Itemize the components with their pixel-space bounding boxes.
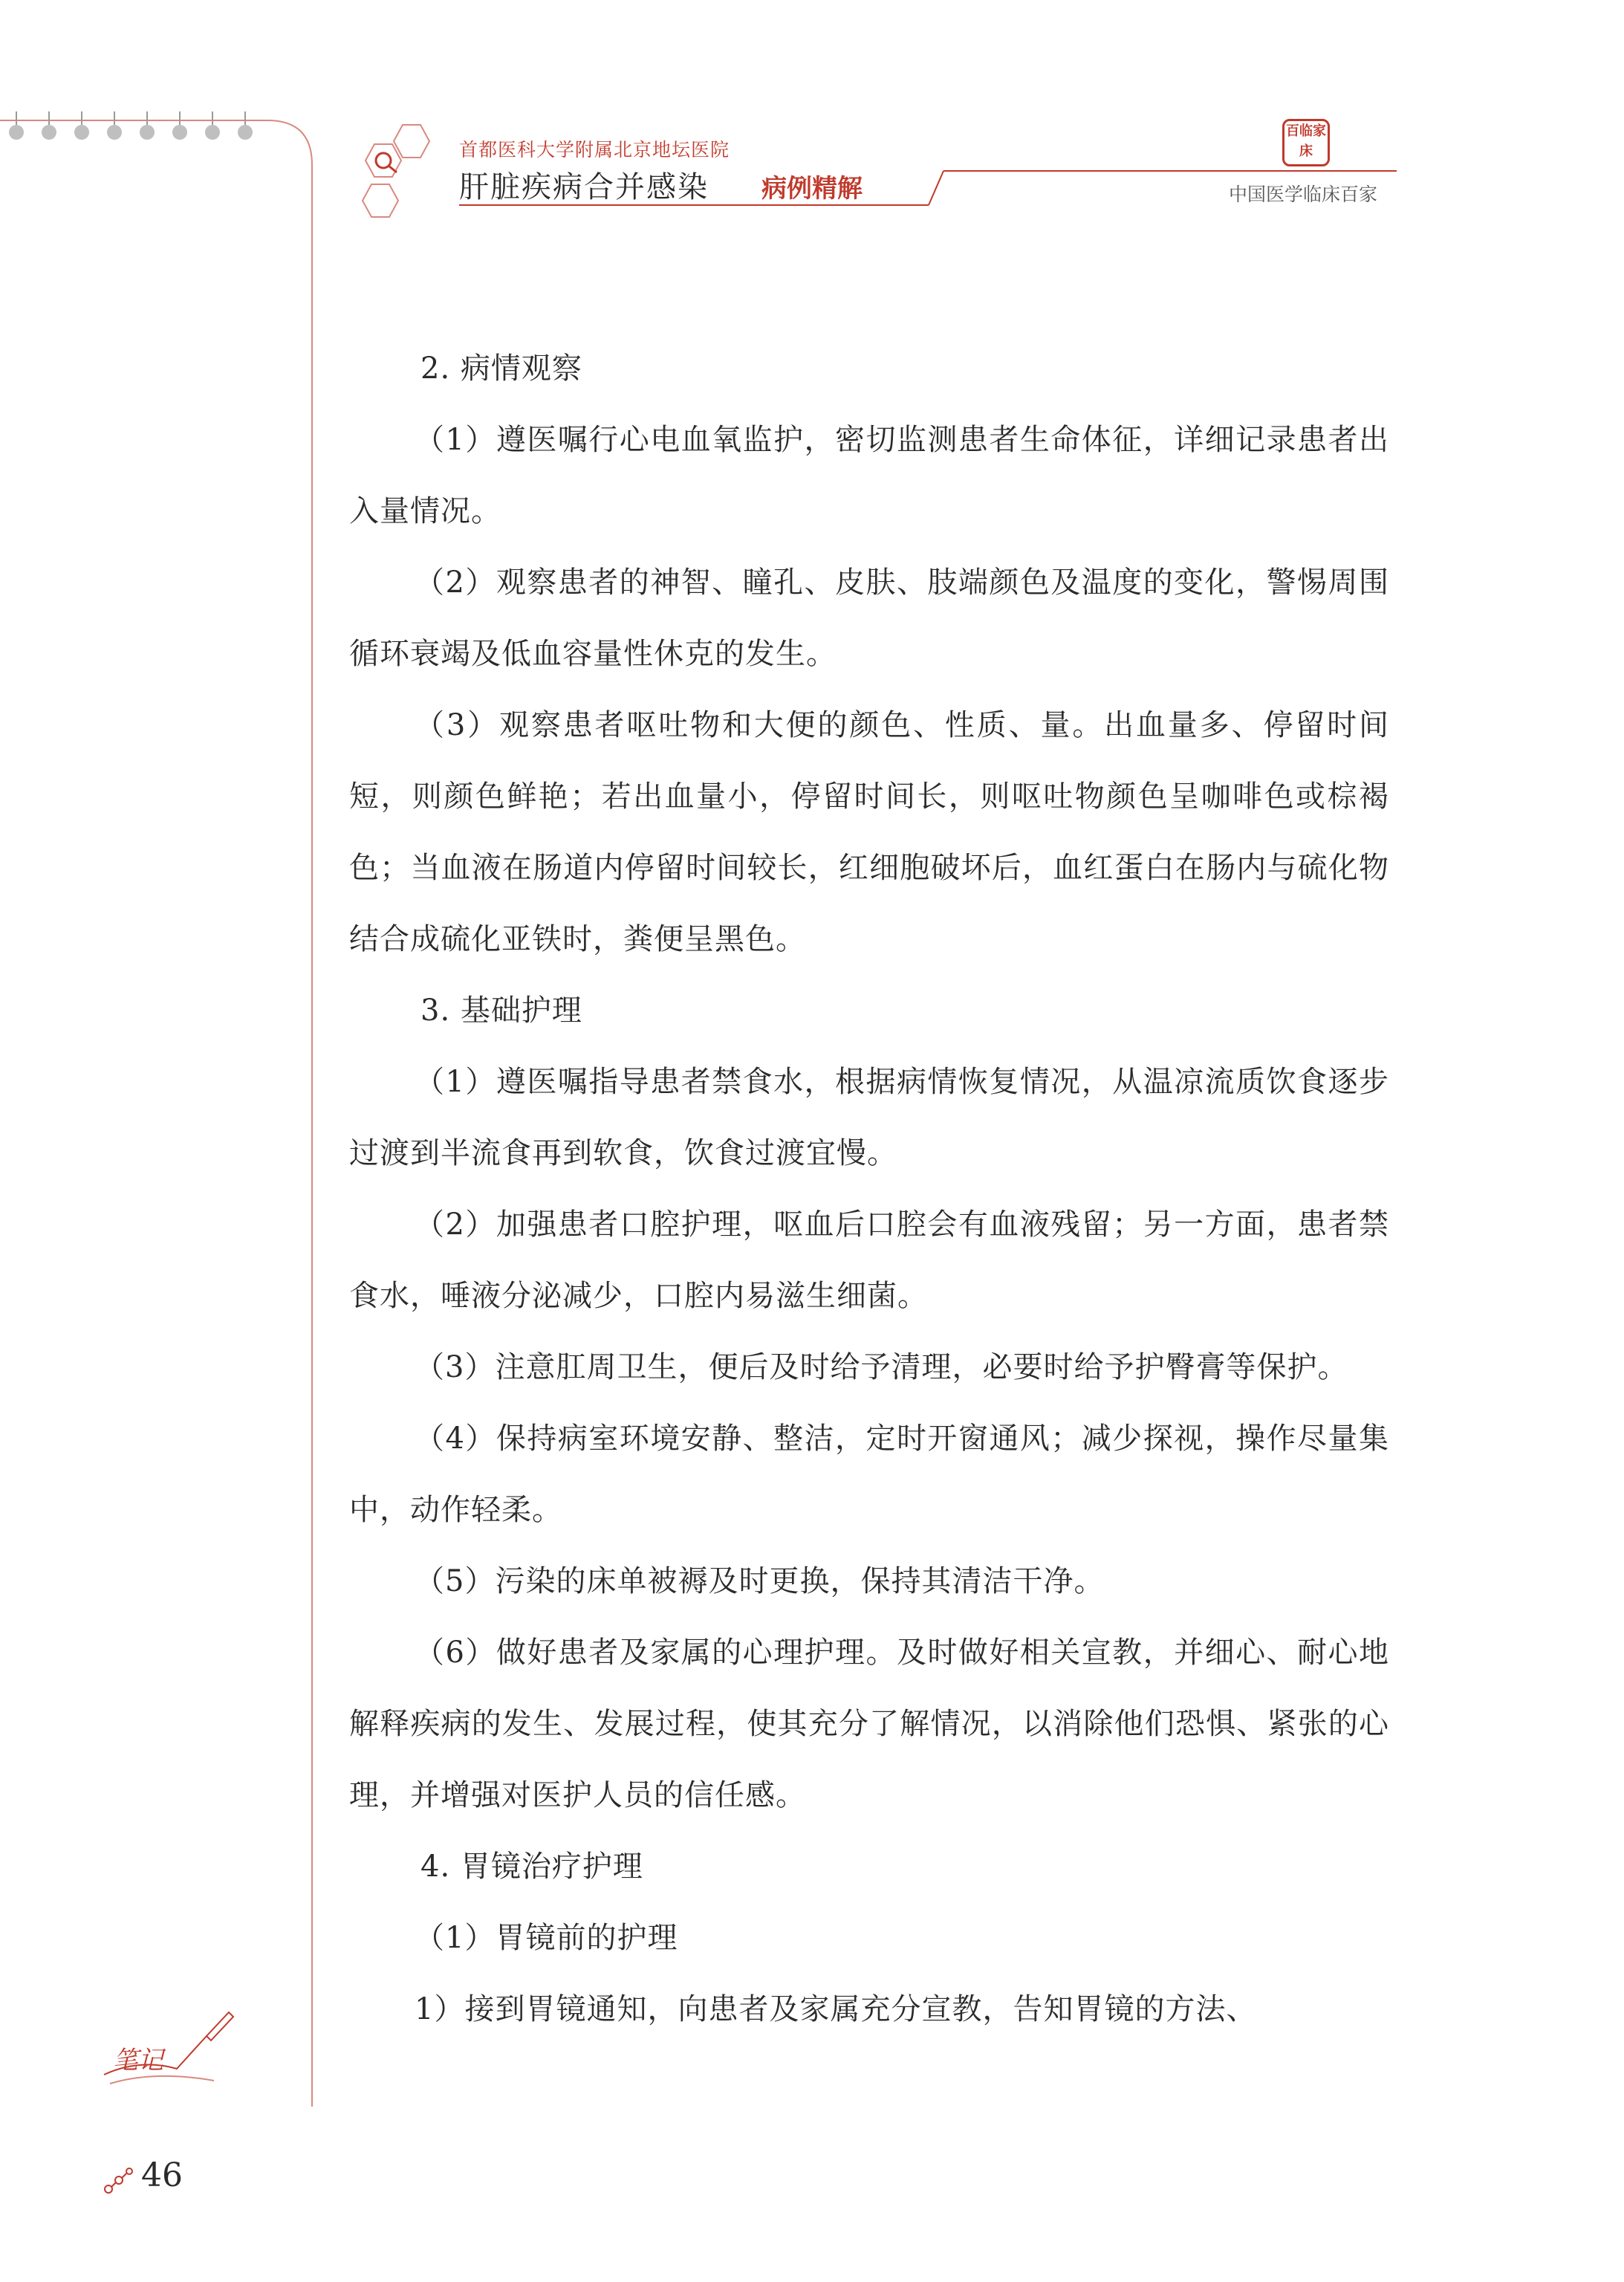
page-number-ornament-icon [103, 2165, 140, 2195]
book-title: 肝脏疾病合并感染 [459, 170, 709, 204]
body-paragraph: （4）保持病室环境安静、整洁，定时开窗通风；减少探视，操作尽量集中，动作轻柔。 [349, 1422, 1389, 1527]
body-paragraph: （2）观察患者的神智、瞳孔、皮肤、肢端颜色及温度的变化，警惕周围循环衰竭及低血容量性休克的发生。 [349, 565, 1389, 671]
publisher-name: 中国医学临床百家 [1229, 184, 1378, 205]
body-paragraph: 1）接到胃镜通知，向患者及家属充分宣教，告知胃镜的方法、 [415, 1992, 1257, 2026]
section-heading: 3. 基础护理 [420, 993, 582, 1028]
body-paragraph: （2）加强患者口腔护理，呕血后口腔会有血液残留；另一方面，患者禁食水，唾液分泌减少，口腔内易滋生细菌。 [349, 1208, 1389, 1313]
seal-stamp: 百临家床 [1282, 119, 1330, 166]
binder-ring [205, 125, 220, 140]
hospital-name: 首都医科大学附属北京地坛医院 [459, 139, 730, 161]
binder-ring [238, 125, 253, 140]
binder-ring [140, 125, 155, 140]
body-paragraph: （6）做好患者及家属的心理护理。及时做好相关宣教，并细心、耐心地解释疾病的发生、发展过程，使其充分了解情况，以消除他们恐惧、紧张的心理，并增强对医护人员的信任感。 [349, 1636, 1389, 1812]
section-heading: 2. 病情观察 [420, 351, 582, 386]
binder-ring [172, 125, 187, 140]
running-header [349, 119, 1404, 238]
binder-ring [42, 125, 56, 140]
body-paragraph: （3）注意肛周卫生，便后及时给予清理，必要时给予护臀膏等保护。 [415, 1350, 1348, 1384]
margin-rule [0, 0, 327, 2110]
header-rule [349, 119, 1404, 238]
binder-ring [74, 125, 89, 140]
page-number: 46 [141, 2156, 183, 2194]
body-paragraph: （1）遵医嘱行心电血氧监护，密切监测患者生命体征，详细记录患者出入量情况。 [349, 423, 1389, 528]
notes-pen-icon [95, 2006, 244, 2103]
section-heading: 4. 胃镜治疗护理 [420, 1850, 643, 1884]
body-paragraph: （1）胃镜前的护理 [415, 1921, 678, 1955]
body-paragraph: （1）遵医嘱指导患者禁食水，根据病情恢复情况，从温凉流质饮食逐步过渡到半流食再到软食，饮食过渡宜慢。 [349, 1065, 1389, 1170]
series-tag: 病例精解 [761, 174, 863, 204]
body-paragraph: （5）污染的床单被褥及时更换，保持其清洁干净。 [415, 1564, 1105, 1598]
notes-label: 笔记 [113, 2046, 163, 2075]
binder-ring [9, 125, 24, 140]
page-body [349, 333, 1389, 2045]
binder-ring [107, 125, 122, 140]
body-paragraph: （3）观察患者呕吐物和大便的颜色、性质、量。出血量多、停留时间短，则颜色鲜艳；若出血量小，停留时间长，则呕吐物颜色呈咖啡色或棕褐色；当血液在肠道内停留时间较长，红细胞破坏后，血红蛋白在肠内与硫化物结合成硫化亚铁时，粪便呈黑色。 [349, 708, 1389, 956]
